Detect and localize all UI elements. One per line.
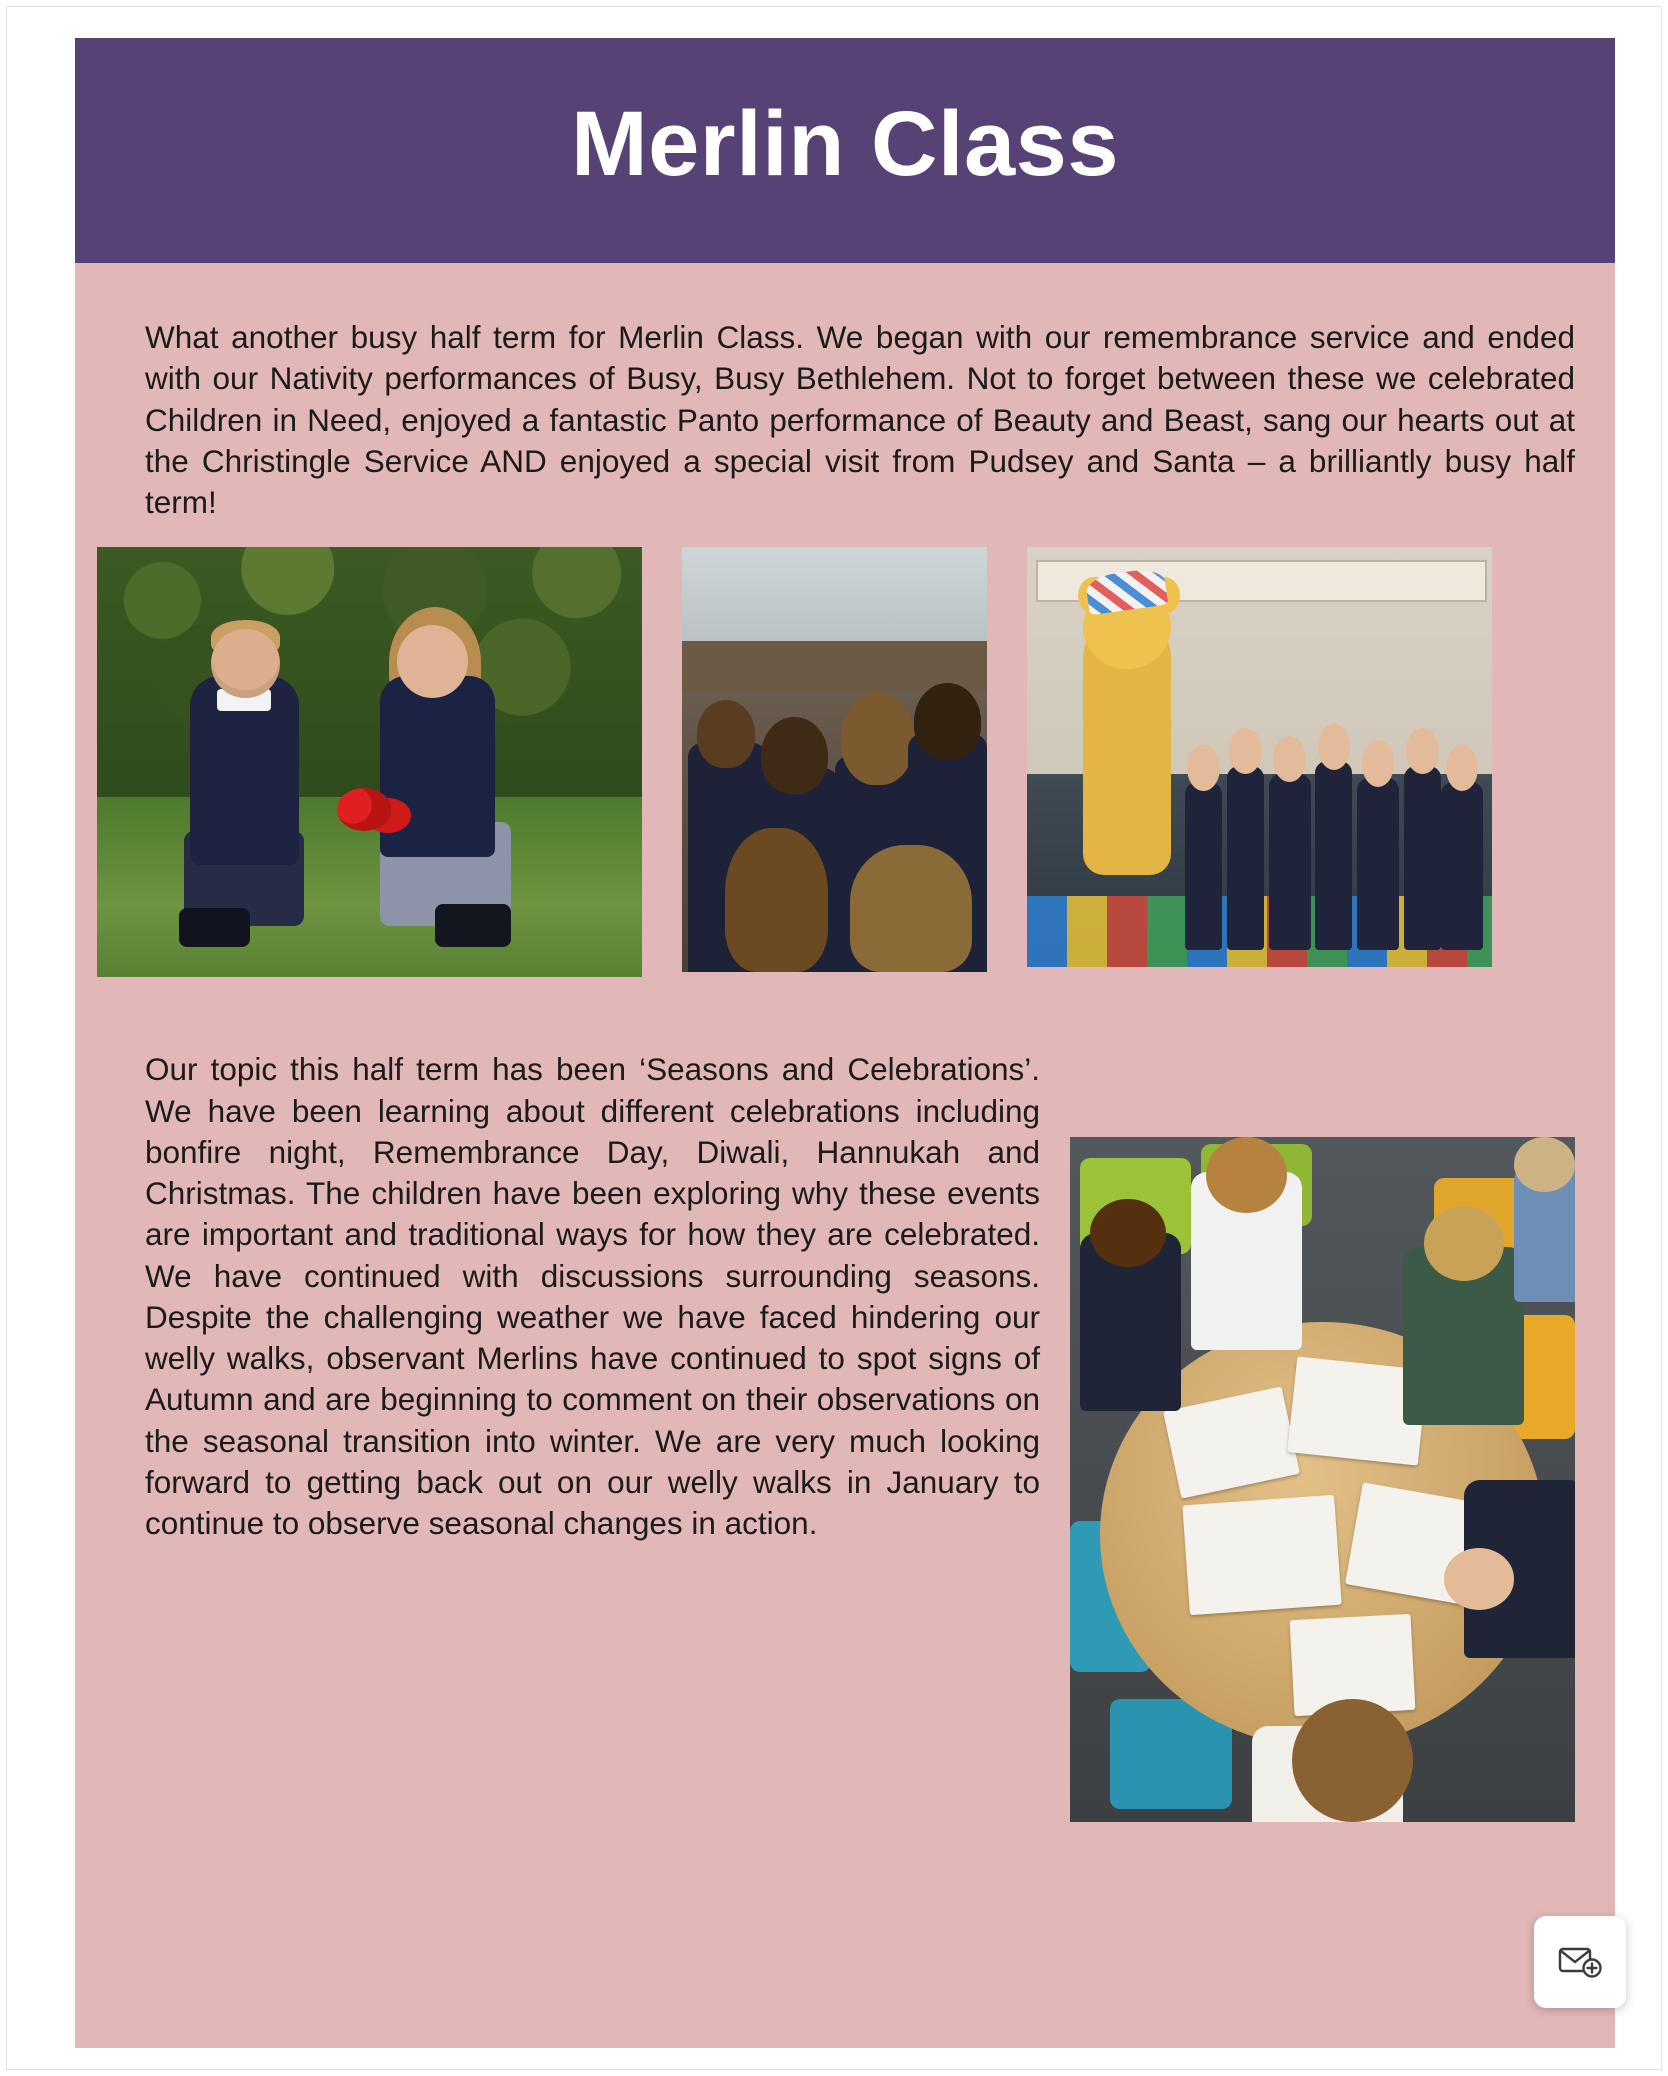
intro-paragraph: What another busy half term for Merlin Class. We began with our remembrance service and ended with our Nativity performances of Busy, Busy Bethlehem. Not to forget between these we celebrated Children in Need, enjoyed a fantastic Panto performance of Beauty and Beast, sang our hearts out at the Christingle Service AND enjoyed a special visit from Pudsey and Santa – a brilliantly busy half term! <box>145 319 1575 520</box>
photo-children-at-round-table <box>1070 1137 1575 1822</box>
photo4-child-hair <box>1206 1137 1287 1212</box>
photo4-child-hair <box>1514 1137 1575 1192</box>
topic-section <box>75 1049 1615 1822</box>
photo1-girl-head <box>397 625 468 698</box>
photo4-child-hair <box>1424 1206 1505 1281</box>
photo1-girl-shoe <box>435 904 511 947</box>
photo-row-top <box>75 547 1615 977</box>
topic-paragraph: Our topic this half term has been ‘Seasons and Celebrations’. We have been learning about different celebrations including bonfire night, Remembrance Day, Diwali, Hannukah and Christmas. The children have been exploring why these events are important and traditional ways for how they are celebrated. We have continued with discussions surrounding seasons. Despite the challenging weather we have faced hindering our welly walks, observant Merlins have continued to spot signs of Autumn and are beginning to comment on their observations on the seasonal transition into winter. We are very much looking forward to getting back out on our welly walks in January to continue to observe seasonal changes in action. <box>145 1051 1040 1541</box>
photo1-boy-head <box>211 629 279 698</box>
photo1-poppies <box>337 788 392 831</box>
photo3-child <box>1227 766 1264 951</box>
photo2-child-head <box>761 717 828 794</box>
photo3-child <box>1315 761 1352 950</box>
photo-pudsey-bear-with-class <box>1027 547 1492 967</box>
mail-add-icon[interactable] <box>1534 1916 1626 2008</box>
photo2-child-head <box>914 683 981 760</box>
photo3-child <box>1185 782 1222 950</box>
photo2-foreground-hair <box>725 828 829 973</box>
photo4-child-hair <box>1292 1699 1413 1822</box>
document-title-bar <box>75 38 1615 263</box>
photo3-child-face <box>1362 740 1395 786</box>
photo-children-poppies-outdoors <box>97 547 642 977</box>
photo4-child-hair <box>1090 1199 1166 1268</box>
photo3-child-face <box>1446 745 1479 791</box>
photo3-child <box>1404 766 1441 951</box>
photo3-child <box>1357 778 1399 950</box>
photo3-child <box>1269 774 1311 950</box>
photo1-girl-body <box>380 676 494 857</box>
photo4-worksheet <box>1183 1495 1342 1615</box>
intro-section <box>75 263 1615 523</box>
photo2-child-head <box>841 692 914 786</box>
photo2-foreground-hair <box>850 845 972 973</box>
photo2-child-head <box>697 700 755 768</box>
photo1-hedge-layer <box>97 547 642 814</box>
photo1-boy-shoe <box>179 908 250 947</box>
photo4-child-hand <box>1444 1548 1515 1610</box>
photo3-child <box>1441 782 1483 950</box>
photo3-child-face <box>1187 745 1220 791</box>
photo3-child-face <box>1318 724 1351 770</box>
newsletter-document <box>75 38 1615 2048</box>
photo3-child-face <box>1229 728 1262 774</box>
photo3-child-face <box>1406 728 1439 774</box>
page-title: Merlin Class <box>571 92 1119 195</box>
photo-school-assembly <box>682 547 987 972</box>
